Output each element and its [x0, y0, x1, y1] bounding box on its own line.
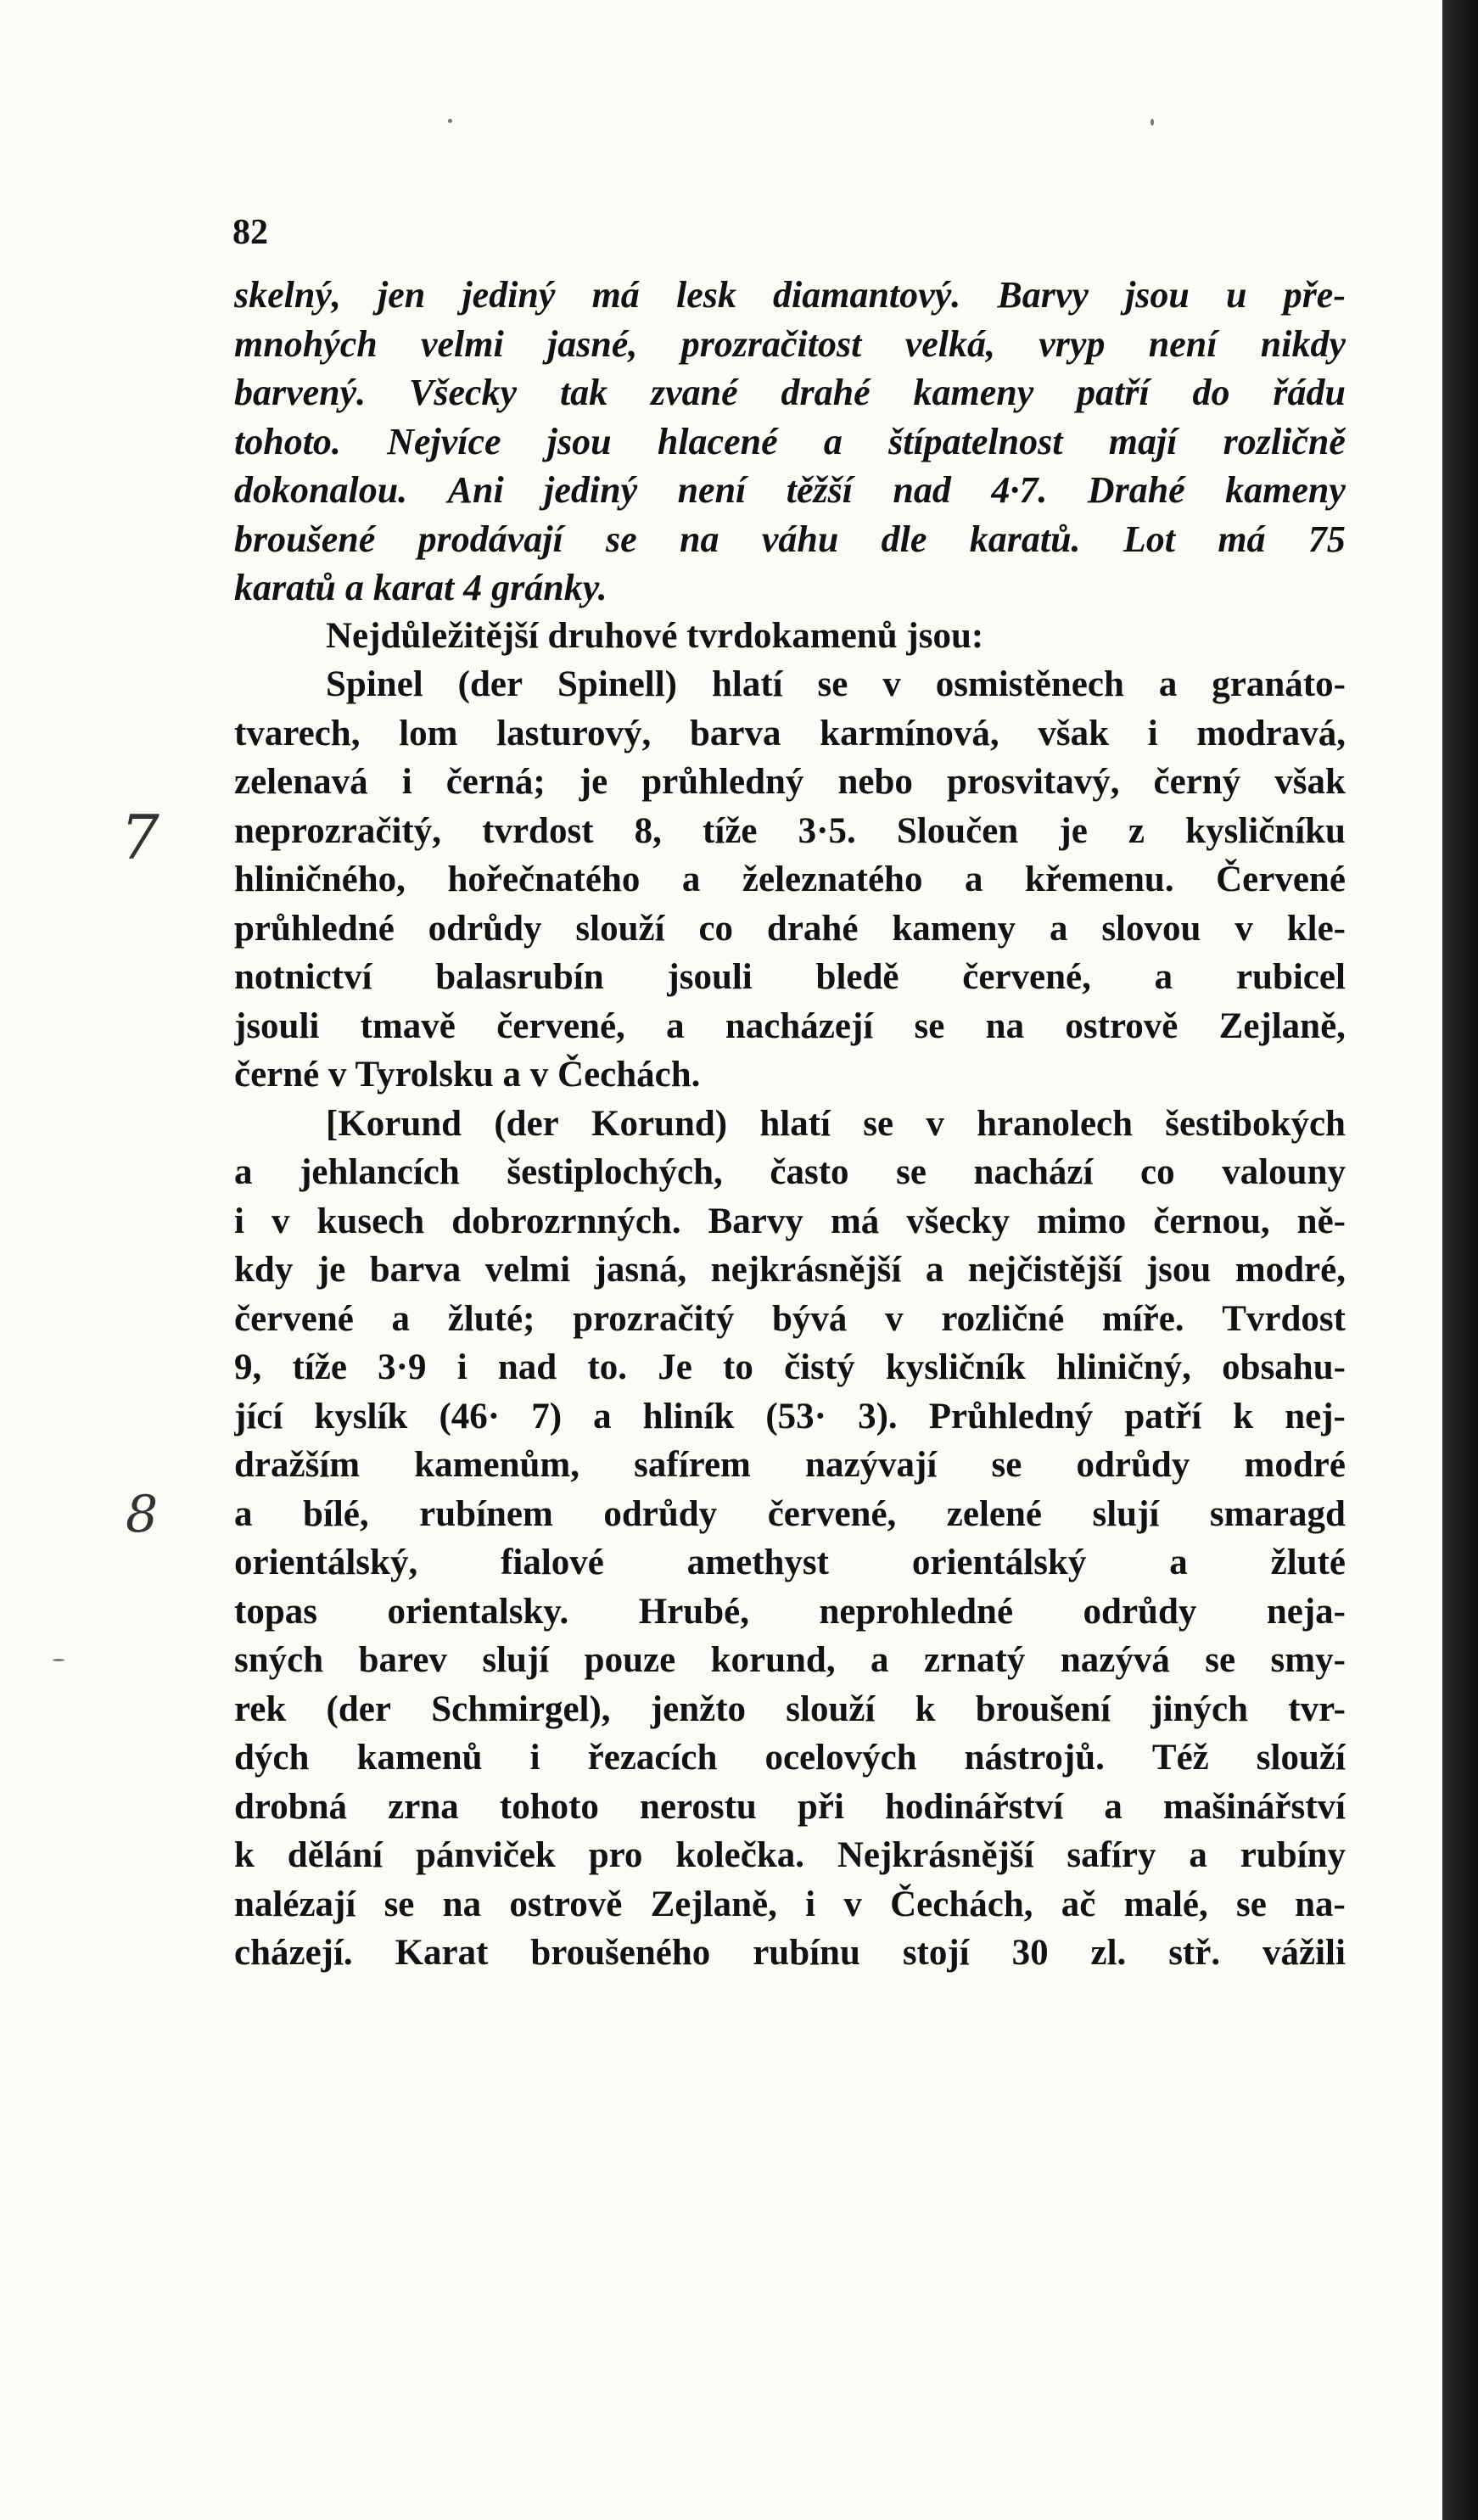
text-line: nalézají se na ostrově Zejlaně, i v Čechách, ač malé, se na- [234, 1884, 1346, 1924]
text-line: neprozračitý, tvrdost 8, tíže 3·5. Sloučen je z kysličníku [234, 810, 1346, 851]
text-line: orientálský, fialové amethyst orientálský a žluté [234, 1543, 1346, 1582]
text-line: červené a žluté; prozračitý bývá v rozličné míře. Tvrdost [234, 1298, 1346, 1339]
text-line: dokonalou. Ani jediný není těžší nad 4·7. Drahé kameny [234, 469, 1346, 511]
text-line: Nejdůležitější druhové tvrdokamenů jsou: [326, 615, 984, 656]
text-line: [Korund (der Korund) hlatí se v hranolech šestibokých [326, 1103, 1346, 1144]
text-line: černé v Tyrolsku a v Čechách. [234, 1055, 701, 1095]
text-line: Spinel (der Spinell) hlatí se v osmistěnech a granáto- [326, 664, 1346, 704]
text-line: drobná zrna tohoto nerostu při hodinářství a mašinářství [234, 1786, 1346, 1827]
text-line: mnohých velmi jasné, prozračitost velká, vryp není nikdy [234, 322, 1346, 365]
text-line: notnictví balasrubín jsouli bledě červené, a rubicel [234, 957, 1346, 997]
text-line: a bílé, rubínem odrůdy červené, zelené slují smaragd [234, 1493, 1346, 1534]
text-line: karatů a karat 4 gránky. [234, 567, 607, 608]
text-line: barvený. Všecky tak zvané drahé kameny patří do řádu [234, 372, 1346, 413]
margin-note-7: 7 [120, 802, 160, 873]
body-text [234, 273, 1346, 1981]
text-line: jsouli tmavě červené, a nacházejí se na ostrově Zejlaně, [234, 1005, 1346, 1046]
page-edge [1442, 0, 1478, 2520]
text-line: rek (der Schmirgel), jenžto slouží k broušení jiných tvr- [234, 1688, 1346, 1729]
text-line: tvarech, lom lasturový, barva karmínová, však i modravá, [234, 713, 1346, 753]
text-line: 9, tíže 3·9 i nad to. Je to čistý kysličník hliničný, obsahu- [234, 1347, 1346, 1387]
text-line: hliničného, hořečnatého a železnatého a křemenu. Červené [234, 860, 1346, 899]
text-line: a jehlancích šestiplochých, často se nachází co valouny [234, 1152, 1346, 1192]
text-line: průhledné odrůdy slouží co drahé kameny a slovou v kle- [234, 908, 1346, 949]
text-line: skelný, jen jediný má lesk diamantový. Barvy jsou u pře- [234, 274, 1346, 316]
text-line: dražším kamenům, safírem nazývají se odrůdy modré [234, 1445, 1346, 1485]
text-line: k dělání pánviček pro kolečka. Nejkrásnější safíry a rubíny [234, 1835, 1346, 1875]
text-line: zelenavá i černá; je průhledný nebo prosvitavý, černý však [234, 762, 1346, 802]
page-number: 82 [232, 213, 268, 252]
text-line: jící kyslík (46· 7) a hliník (53· 3). Průhledný patří k nej- [234, 1396, 1346, 1436]
text-line: tohoto. Nejvíce jsou hlacené a štípatelnost mají rozličně [234, 420, 1346, 462]
text-line: topas orientalsky. Hrubé, neprohledné odrůdy neja- [234, 1591, 1346, 1632]
text-line: kdy je barva velmi jasná, nejkrásnější a nejčistější jsou modré, [234, 1250, 1346, 1290]
text-line: sných barev slují pouze korund, a zrnatý nazývá se smy- [234, 1640, 1346, 1680]
text-line: dých kamenů i řezacích ocelových nástrojů. Též slouží [234, 1738, 1346, 1778]
text-line: cházejí. Karat broušeného rubínu stojí 30 zl. stř. vážili [234, 1933, 1346, 1973]
text-line: i v kusech dobrozrnných. Barvy má všecky mimo černou, ně- [234, 1201, 1346, 1241]
margin-note-8: 8 [126, 1485, 159, 1544]
text-line: broušené prodávají se na váhu dle karatů. Lot má 75 [234, 518, 1346, 560]
